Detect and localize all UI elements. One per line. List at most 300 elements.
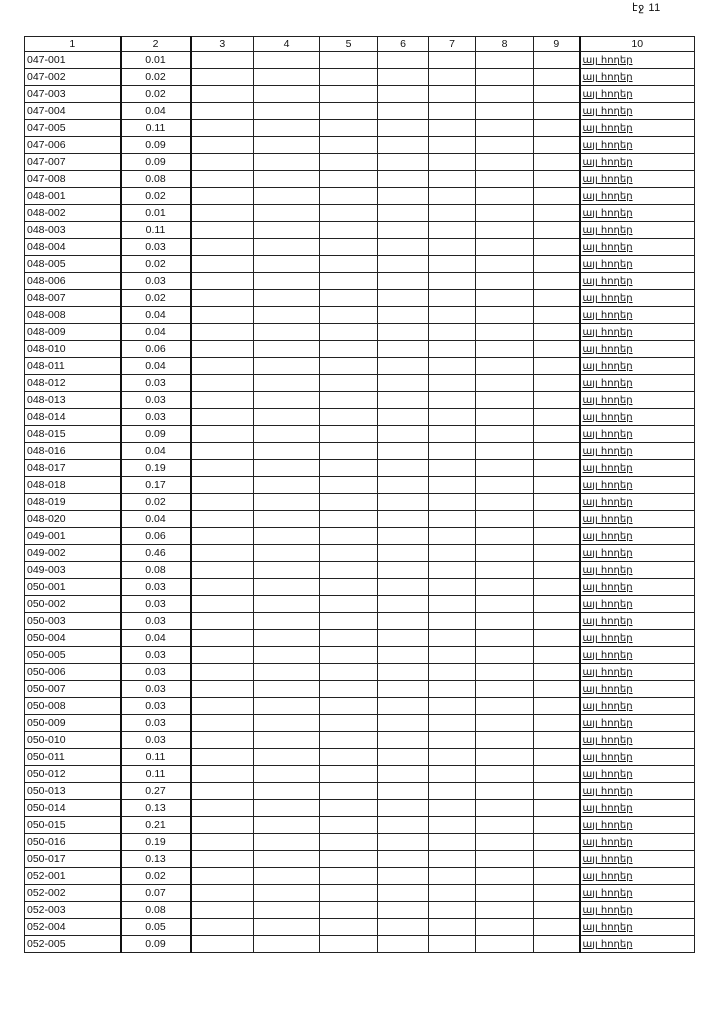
empty-cell — [254, 171, 320, 188]
empty-cell — [534, 902, 580, 919]
table-row — [25, 120, 695, 137]
empty-cell — [191, 749, 254, 766]
parcel-code-cell: 047-008 — [25, 171, 121, 188]
empty-cell — [476, 426, 534, 443]
empty-cell — [429, 188, 476, 205]
land-type-cell: այլ հողեր — [580, 613, 695, 630]
land-type-cell: այլ հողեր — [580, 851, 695, 868]
empty-cell — [378, 851, 429, 868]
empty-cell — [254, 443, 320, 460]
area-value-cell: 0.19 — [121, 834, 191, 851]
land-type-cell: այլ հողեր — [580, 358, 695, 375]
area-value-cell: 0.02 — [121, 494, 191, 511]
empty-cell — [378, 341, 429, 358]
parcel-code-cell: 047-002 — [25, 69, 121, 86]
land-type-cell: այլ հողեր — [580, 154, 695, 171]
column-header: 6 — [378, 37, 429, 52]
empty-cell — [254, 409, 320, 426]
empty-cell — [476, 69, 534, 86]
parcel-code-cell: 048-007 — [25, 290, 121, 307]
land-type-cell: այլ հողեր — [580, 698, 695, 715]
land-type-cell: այլ հողեր — [580, 868, 695, 885]
empty-cell — [476, 86, 534, 103]
empty-cell — [191, 341, 254, 358]
empty-cell — [378, 188, 429, 205]
table-row — [25, 562, 695, 579]
empty-cell — [534, 800, 580, 817]
land-type-cell: այլ հողեր — [580, 681, 695, 698]
empty-cell — [378, 137, 429, 154]
empty-cell — [476, 783, 534, 800]
empty-cell — [378, 477, 429, 494]
table-row — [25, 460, 695, 477]
area-value-cell: 0.03 — [121, 409, 191, 426]
table-row — [25, 324, 695, 341]
empty-cell — [378, 715, 429, 732]
land-type-cell: այլ հողեր — [580, 919, 695, 936]
empty-cell — [476, 154, 534, 171]
parcel-code-cell: 048-020 — [25, 511, 121, 528]
table-row — [25, 188, 695, 205]
empty-cell — [254, 902, 320, 919]
area-value-cell: 0.03 — [121, 681, 191, 698]
empty-cell — [429, 137, 476, 154]
empty-cell — [378, 749, 429, 766]
land-type-cell: այլ հողեր — [580, 392, 695, 409]
empty-cell — [320, 732, 378, 749]
empty-cell — [429, 375, 476, 392]
empty-cell — [429, 834, 476, 851]
empty-cell — [429, 562, 476, 579]
empty-cell — [320, 613, 378, 630]
empty-cell — [320, 868, 378, 885]
empty-cell — [378, 868, 429, 885]
column-header: 1 — [25, 37, 121, 52]
empty-cell — [476, 936, 534, 953]
parcel-code-cell: 050-009 — [25, 715, 121, 732]
land-type-cell: այլ հողեր — [580, 834, 695, 851]
empty-cell — [378, 358, 429, 375]
empty-cell — [254, 52, 320, 69]
area-value-cell: 0.27 — [121, 783, 191, 800]
land-type-cell: այլ հողեր — [580, 579, 695, 596]
table-row — [25, 375, 695, 392]
empty-cell — [254, 188, 320, 205]
empty-cell — [429, 460, 476, 477]
land-type-cell: այլ հողեր — [580, 766, 695, 783]
empty-cell — [191, 358, 254, 375]
parcel-code-cell: 047-007 — [25, 154, 121, 171]
area-value-cell: 0.03 — [121, 239, 191, 256]
empty-cell — [534, 664, 580, 681]
empty-cell — [378, 596, 429, 613]
empty-cell — [429, 324, 476, 341]
empty-cell — [378, 885, 429, 902]
area-value-cell: 0.02 — [121, 86, 191, 103]
empty-cell — [378, 511, 429, 528]
empty-cell — [320, 681, 378, 698]
empty-cell — [254, 341, 320, 358]
area-value-cell: 0.46 — [121, 545, 191, 562]
parcel-code-cell: 052-005 — [25, 936, 121, 953]
empty-cell — [378, 205, 429, 222]
empty-cell — [378, 273, 429, 290]
empty-cell — [534, 528, 580, 545]
empty-cell — [320, 885, 378, 902]
parcel-code-cell: 052-004 — [25, 919, 121, 936]
land-type-cell: այլ հողեր — [580, 426, 695, 443]
land-type-cell: այլ հողեր — [580, 885, 695, 902]
area-value-cell: 0.03 — [121, 715, 191, 732]
empty-cell — [191, 800, 254, 817]
empty-cell — [476, 477, 534, 494]
empty-cell — [191, 545, 254, 562]
area-value-cell: 0.04 — [121, 511, 191, 528]
land-type-cell: այլ հողեր — [580, 409, 695, 426]
area-value-cell: 0.11 — [121, 120, 191, 137]
land-type-cell: այլ հողեր — [580, 715, 695, 732]
area-value-cell: 0.09 — [121, 426, 191, 443]
area-value-cell: 0.06 — [121, 341, 191, 358]
parcel-code-cell: 050-001 — [25, 579, 121, 596]
table-row — [25, 749, 695, 766]
empty-cell — [476, 800, 534, 817]
land-type-cell: այլ հողեր — [580, 103, 695, 120]
land-type-cell: այլ հողեր — [580, 188, 695, 205]
empty-cell — [191, 375, 254, 392]
empty-cell — [320, 511, 378, 528]
empty-cell — [476, 596, 534, 613]
empty-cell — [320, 341, 378, 358]
parcel-code-cell: 050-004 — [25, 630, 121, 647]
empty-cell — [534, 732, 580, 749]
empty-cell — [429, 528, 476, 545]
empty-cell — [320, 647, 378, 664]
area-value-cell: 0.19 — [121, 460, 191, 477]
table-row — [25, 596, 695, 613]
empty-cell — [254, 579, 320, 596]
empty-cell — [429, 868, 476, 885]
table-row — [25, 137, 695, 154]
empty-cell — [320, 222, 378, 239]
area-value-cell: 0.09 — [121, 137, 191, 154]
table-row — [25, 358, 695, 375]
table-row — [25, 341, 695, 358]
empty-cell — [320, 766, 378, 783]
empty-cell — [378, 528, 429, 545]
empty-cell — [320, 579, 378, 596]
empty-cell — [378, 120, 429, 137]
area-value-cell: 0.04 — [121, 443, 191, 460]
empty-cell — [254, 834, 320, 851]
empty-cell — [254, 426, 320, 443]
empty-cell — [320, 409, 378, 426]
empty-cell — [429, 494, 476, 511]
empty-cell — [254, 290, 320, 307]
empty-cell — [534, 613, 580, 630]
empty-cell — [191, 817, 254, 834]
empty-cell — [191, 579, 254, 596]
parcel-code-cell: 048-018 — [25, 477, 121, 494]
empty-cell — [254, 69, 320, 86]
area-value-cell: 0.01 — [121, 52, 191, 69]
empty-cell — [254, 885, 320, 902]
parcel-code-cell: 052-002 — [25, 885, 121, 902]
empty-cell — [320, 528, 378, 545]
empty-cell — [191, 307, 254, 324]
land-type-cell: այլ հողեր — [580, 494, 695, 511]
empty-cell — [429, 919, 476, 936]
empty-cell — [378, 52, 429, 69]
parcel-code-cell: 048-003 — [25, 222, 121, 239]
empty-cell — [476, 698, 534, 715]
empty-cell — [476, 749, 534, 766]
empty-cell — [191, 715, 254, 732]
empty-cell — [320, 154, 378, 171]
land-type-cell: այլ հողեր — [580, 817, 695, 834]
area-value-cell: 0.09 — [121, 154, 191, 171]
area-value-cell: 0.04 — [121, 630, 191, 647]
empty-cell — [320, 188, 378, 205]
empty-cell — [254, 460, 320, 477]
empty-cell — [320, 290, 378, 307]
empty-cell — [429, 409, 476, 426]
empty-cell — [320, 545, 378, 562]
empty-cell — [320, 273, 378, 290]
empty-cell — [534, 222, 580, 239]
empty-cell — [534, 749, 580, 766]
empty-cell — [254, 154, 320, 171]
empty-cell — [476, 375, 534, 392]
empty-cell — [476, 545, 534, 562]
land-type-cell: այլ հողեր — [580, 545, 695, 562]
parcel-code-cell: 047-003 — [25, 86, 121, 103]
empty-cell — [476, 52, 534, 69]
empty-cell — [378, 409, 429, 426]
empty-cell — [534, 52, 580, 69]
column-header: 8 — [476, 37, 534, 52]
empty-cell — [378, 290, 429, 307]
land-type-cell: այլ հողեր — [580, 443, 695, 460]
empty-cell — [191, 919, 254, 936]
empty-cell — [429, 511, 476, 528]
empty-cell — [320, 52, 378, 69]
parcel-code-cell: 047-005 — [25, 120, 121, 137]
parcel-code-cell: 047-006 — [25, 137, 121, 154]
empty-cell — [378, 647, 429, 664]
empty-cell — [476, 511, 534, 528]
parcel-code-cell: 052-003 — [25, 902, 121, 919]
empty-cell — [191, 613, 254, 630]
empty-cell — [476, 562, 534, 579]
table-row — [25, 919, 695, 936]
empty-cell — [254, 307, 320, 324]
area-value-cell: 0.02 — [121, 290, 191, 307]
empty-cell — [320, 171, 378, 188]
land-type-cell: այլ հողեր — [580, 222, 695, 239]
empty-cell — [378, 256, 429, 273]
empty-cell — [429, 715, 476, 732]
empty-cell — [254, 596, 320, 613]
land-type-cell: այլ հողեր — [580, 86, 695, 103]
empty-cell — [378, 783, 429, 800]
area-value-cell: 0.03 — [121, 579, 191, 596]
empty-cell — [476, 732, 534, 749]
area-value-cell: 0.01 — [121, 205, 191, 222]
empty-cell — [476, 885, 534, 902]
empty-cell — [476, 851, 534, 868]
empty-cell — [429, 936, 476, 953]
header-row — [25, 37, 695, 52]
empty-cell — [254, 86, 320, 103]
empty-cell — [534, 239, 580, 256]
empty-cell — [476, 902, 534, 919]
column-header: 10 — [580, 37, 695, 52]
empty-cell — [378, 103, 429, 120]
area-value-cell: 0.03 — [121, 273, 191, 290]
empty-cell — [254, 783, 320, 800]
empty-cell — [476, 392, 534, 409]
empty-cell — [534, 392, 580, 409]
empty-cell — [534, 307, 580, 324]
empty-cell — [476, 358, 534, 375]
empty-cell — [320, 800, 378, 817]
empty-cell — [191, 562, 254, 579]
area-value-cell: 0.08 — [121, 562, 191, 579]
empty-cell — [534, 137, 580, 154]
empty-cell — [429, 613, 476, 630]
empty-cell — [476, 579, 534, 596]
empty-cell — [476, 341, 534, 358]
empty-cell — [191, 120, 254, 137]
empty-cell — [429, 800, 476, 817]
area-value-cell: 0.08 — [121, 902, 191, 919]
empty-cell — [378, 154, 429, 171]
empty-cell — [378, 936, 429, 953]
table-row — [25, 579, 695, 596]
land-type-cell: այլ հողեր — [580, 783, 695, 800]
area-value-cell: 0.04 — [121, 103, 191, 120]
empty-cell — [320, 324, 378, 341]
empty-cell — [254, 868, 320, 885]
empty-cell — [320, 86, 378, 103]
land-type-cell: այլ հողեր — [580, 341, 695, 358]
empty-cell — [191, 681, 254, 698]
empty-cell — [429, 783, 476, 800]
empty-cell — [191, 222, 254, 239]
empty-cell — [476, 613, 534, 630]
empty-cell — [254, 647, 320, 664]
empty-cell — [191, 273, 254, 290]
parcel-code-cell: 048-012 — [25, 375, 121, 392]
parcel-code-cell: 050-011 — [25, 749, 121, 766]
empty-cell — [429, 545, 476, 562]
empty-cell — [191, 698, 254, 715]
column-header: 2 — [121, 37, 191, 52]
area-value-cell: 0.17 — [121, 477, 191, 494]
land-type-cell: այլ հողեր — [580, 290, 695, 307]
land-type-cell: այլ հողեր — [580, 171, 695, 188]
area-value-cell: 0.03 — [121, 392, 191, 409]
empty-cell — [378, 222, 429, 239]
empty-cell — [429, 171, 476, 188]
empty-cell — [191, 86, 254, 103]
empty-cell — [429, 426, 476, 443]
empty-cell — [534, 647, 580, 664]
table-row — [25, 494, 695, 511]
empty-cell — [320, 69, 378, 86]
empty-cell — [254, 715, 320, 732]
empty-cell — [191, 511, 254, 528]
parcel-code-cell: 050-005 — [25, 647, 121, 664]
parcel-code-cell: 049-003 — [25, 562, 121, 579]
empty-cell — [476, 307, 534, 324]
empty-cell — [320, 749, 378, 766]
empty-cell — [191, 596, 254, 613]
empty-cell — [254, 545, 320, 562]
empty-cell — [429, 477, 476, 494]
empty-cell — [534, 324, 580, 341]
empty-cell — [476, 239, 534, 256]
empty-cell — [254, 273, 320, 290]
empty-cell — [534, 851, 580, 868]
empty-cell — [429, 307, 476, 324]
empty-cell — [254, 120, 320, 137]
empty-cell — [534, 103, 580, 120]
empty-cell — [429, 579, 476, 596]
parcel-code-cell: 048-013 — [25, 392, 121, 409]
empty-cell — [254, 749, 320, 766]
empty-cell — [254, 528, 320, 545]
empty-cell — [476, 766, 534, 783]
table-row — [25, 936, 695, 953]
area-value-cell: 0.02 — [121, 256, 191, 273]
empty-cell — [534, 834, 580, 851]
area-value-cell: 0.08 — [121, 171, 191, 188]
empty-cell — [191, 426, 254, 443]
empty-cell — [378, 375, 429, 392]
land-type-cell: այլ հողեր — [580, 936, 695, 953]
empty-cell — [534, 919, 580, 936]
empty-cell — [476, 494, 534, 511]
empty-cell — [320, 562, 378, 579]
empty-cell — [191, 154, 254, 171]
empty-cell — [534, 698, 580, 715]
land-type-cell: այլ հողեր — [580, 511, 695, 528]
empty-cell — [320, 919, 378, 936]
empty-cell — [476, 222, 534, 239]
land-type-cell: այլ հողեր — [580, 800, 695, 817]
empty-cell — [534, 443, 580, 460]
empty-cell — [378, 69, 429, 86]
empty-cell — [191, 392, 254, 409]
table-row — [25, 86, 695, 103]
empty-cell — [320, 596, 378, 613]
parcel-code-cell: 048-006 — [25, 273, 121, 290]
empty-cell — [191, 290, 254, 307]
empty-cell — [191, 324, 254, 341]
empty-cell — [320, 817, 378, 834]
empty-cell — [254, 103, 320, 120]
table-row — [25, 103, 695, 120]
empty-cell — [534, 885, 580, 902]
empty-cell — [476, 205, 534, 222]
parcel-code-cell: 050-012 — [25, 766, 121, 783]
parcel-code-cell: 050-008 — [25, 698, 121, 715]
empty-cell — [534, 868, 580, 885]
land-parcel-table — [24, 36, 695, 953]
column-header: 9 — [534, 37, 580, 52]
